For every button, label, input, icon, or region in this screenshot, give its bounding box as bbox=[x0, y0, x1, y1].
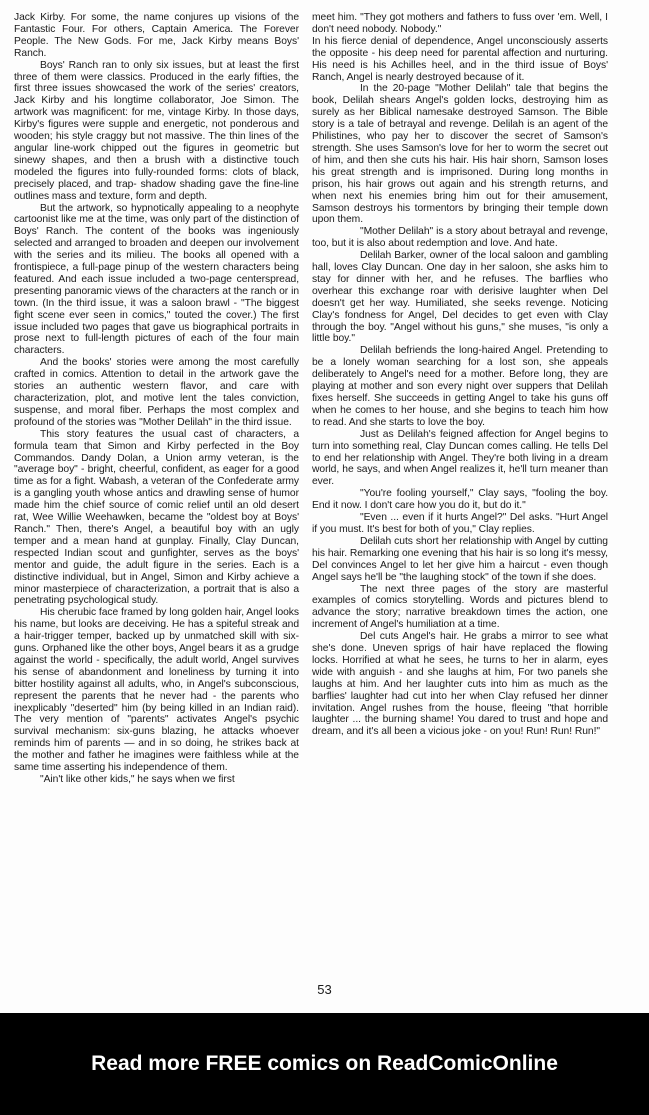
paragraph: And the books' stories were among the most carefully crafted in comics. Attention to detail in the artwork gave the stories an authentic western flavor, and care with characterization, plot, and motive lent the tales conviction, suspense, and moral fiber. Perhaps the most complex and profound of the stories was "Mother Delilah" in the third issue. bbox=[14, 357, 299, 428]
paragraph: Delilah cuts short her relationship with Angel by cutting his hair. Remarking one evening that his hair is so long it's messy, Del convinces Angel to let her give him a haircut - even though Angel says he'll be "the laughing stock" of the town if she does. bbox=[312, 535, 608, 583]
paragraph: "Even ... even if it hurts Angel?" Del asks. "Hurt Angel if you must. It's best for both of you," Clay replies. bbox=[312, 512, 608, 535]
paragraph: Just as Delilah's feigned affection for Angel begins to turn into something real, Clay Duncan comes calling. He tells Del to end her relationship with Angel. They're both living in a dream world, he says, and when Angel realizes it, he'll turn meaner than ever. bbox=[312, 428, 608, 488]
paragraph: But the artwork, so hypnotically appealing to a neophyte cartoonist like me at the time, was only part of the distinction of Boys' Ranch. The content of the books was ingeniously selected and arranged to broaden and deepen our involvement with the series and its milieu. The books all opened with a frontispiece, a full-page pinup of the western characters being featured. And each issue included a two-page centerspread, presenting panoramic views of the characters at the ranch or in town. (In the third issue, it was a saloon brawl - "The biggest fight scene ever seen in comics," touted the cover.) The first issue included two pages that gave us biographical portraits in prose next to full-length pictures of each of the four main characters. bbox=[14, 202, 299, 357]
paragraph: Boys' Ranch ran to only six issues, but at least the first three of them were classics. Produced in the early fifties, the first three issues showcased the work of the series' creators, Jack Kirby and his longtime collaborator, Joe Simon. The artwork was magnificent: for me, vintage Kirby. In those days, Kirby's figures were supple and energetic, not ponderous and wooden; his style craggy but not massive. The thin lines of the angular line-work chipped out the figures in geometric but sinewy shapes, and then a brush with a distinctive touch modeled the figures into fully-rounded forms: clots of black, precisely placed, and trap- shadow shading gave the fine-line outlines mass and texture, form and depth. bbox=[14, 59, 299, 202]
paragraph: In the 20-page "Mother Delilah" tale that begins the book, Delilah shears Angel's golden locks, destroying him as surely as her Biblical namesake destroyed Samson. The Bible story is a tale of betrayal and revenge. Delilah is an agent of the Philistines, who pay her to discover the secret of Samson's strength. She uses Samson's love for her to worm the secret out of him, and then she cuts his hair. His hair shorn, Samson loses his great strength and is imprisoned. During long months in prison, his hair grows out again and his strength returns, and when next his enemies bring him out for their amusement, Samson destroys his tormentors by bringing their temple down upon them. bbox=[312, 83, 608, 226]
paragraph: Jack Kirby. For some, the name conjures up visions of the Fantastic Four. For others, Captain America. The Forever People. The New Gods. For me, Jack Kirby means Boys' Ranch. bbox=[14, 12, 299, 59]
paragraph: This story features the usual cast of characters, a formula team that Simon and Kirby perfected in the Boy Commandos. Dandy Dolan, a Union army veteran, is the "average boy" - bright, cheerful, confident, as eager for a good time as for a fight. Wabash, a veteran of the Confederate army is a gangling youth whose antics and drawling sense of humor made him the chief source of comic relief until an old desert rat, Wee Willie Weehawken, became the "oldest boy at Boys' Ranch." Then, there's Angel, a beautiful boy with an ugly temper and a mean hand at gunplay. Finally, Clay Duncan, respected Indian scout and gunfighter, serves as the boys' mentor and guide, the adult figure in the series. Each is a distinctive individual, but in Angel, Simon and Kirby achieve a minor masterpiece of characterization, a portrait that is also a penetrating psychological study. bbox=[14, 428, 299, 607]
promo-banner[interactable] bbox=[0, 1013, 649, 1115]
banner-text[interactable]: Read more FREE comics on ReadComicOnline bbox=[91, 1052, 558, 1075]
paragraph: "Mother Delilah" is a story about betrayal and revenge, too, but it is also about redemption and love. And hate. bbox=[312, 226, 608, 250]
paragraph: In his fierce denial of dependence, Angel unconsciously asserts the opposite - his deep need for parental affection and nurturing. His need is his Achilles heel, and in the third issue of Boys' Ranch, Angel is nearly destroyed because of it. bbox=[312, 35, 608, 83]
paragraph: His cherubic face framed by long golden hair, Angel looks his name, but looks are deceiving. He has a spiteful streak and a hair-trigger temper, backed up by unmatched skill with six-guns. Orphaned like the other boys, Angel bears it as a grudge against the world - specifically, the adult world, Angel survives his sense of abandonment and loneliness by turning it into bitter hostility against all adults, who, in Angel's subconscious, represent the parents that he never had - the parents who inexplicably "deserted" him (by being killed in an Indian raid). The very mention of "parents" activates Angel's psychic survival mechanism: six-guns blazing, he attacks whoever reminds him of parents — and in so doing, he strikes back at the mother and father he imagines were faithless while at the same time asserting his independence of them. bbox=[14, 607, 299, 774]
right-column bbox=[312, 12, 608, 738]
paragraph: "Ain't like other kids," he says when we first bbox=[40, 774, 235, 785]
paragraph: The next three pages of the story are masterful examples of comics storytelling. Words and pictures blend to advance the story; narrative breakdown times the action, one increment of Angel's humiliation at a time. bbox=[312, 583, 608, 631]
left-column bbox=[14, 12, 299, 786]
paragraph: Delilah Barker, owner of the local saloon and gambling hall, loves Clay Duncan. One day in her saloon, she asks him to stay for dinner with her, and he refuses. The barflies who overhear this exchange roar with derisive laughter when Del doesn't get her way. Humiliated, she seeks revenge. Noticing Clay's fondness for Angel, Del decides to get even with Clay through the boy. "Angel without his guns," she muses, "is only a little boy." bbox=[312, 250, 608, 345]
paragraph: meet him. "They got mothers and fathers to fuss over 'em. Well, I don't need nobody. Nobody." bbox=[312, 12, 608, 35]
page-number: 53 bbox=[317, 982, 332, 997]
paragraph: "You're fooling yourself," Clay says, "fooling the boy. End it now. I don't care how you do it, but do it." bbox=[312, 488, 608, 512]
paragraph: Del cuts Angel's hair. He grabs a mirror to see what she's done. Uneven sprigs of hair have replaced the flowing locks. Horrified at what he sees, he turns to her in alarm, eyes wide with anguish - and she laughs at him, For two panels she laughs at him. And her laughter cuts into him as much as the barflies' laughter had cut into her when Clay refused her dinner invitation. Angel rushes from the house, fleeing "that horrible laughter ... the burning shame! You dared to trust and hope and dream, and it's all been a vicious joke - on you! Run! Run! Run!" bbox=[312, 631, 608, 738]
paragraph: Delilah befriends the long-haired Angel. Pretending to be a lonely woman searching for a lost son, she appeals deliberately to Angel's need for a mother. Before long, they are playing at mother and son every night over suppers that Delilah fixes herself. She succeeds in getting Angel to take his guns off when he comes to her house, and she begins to teach him how to read. And she starts to love the boy. bbox=[312, 345, 608, 428]
